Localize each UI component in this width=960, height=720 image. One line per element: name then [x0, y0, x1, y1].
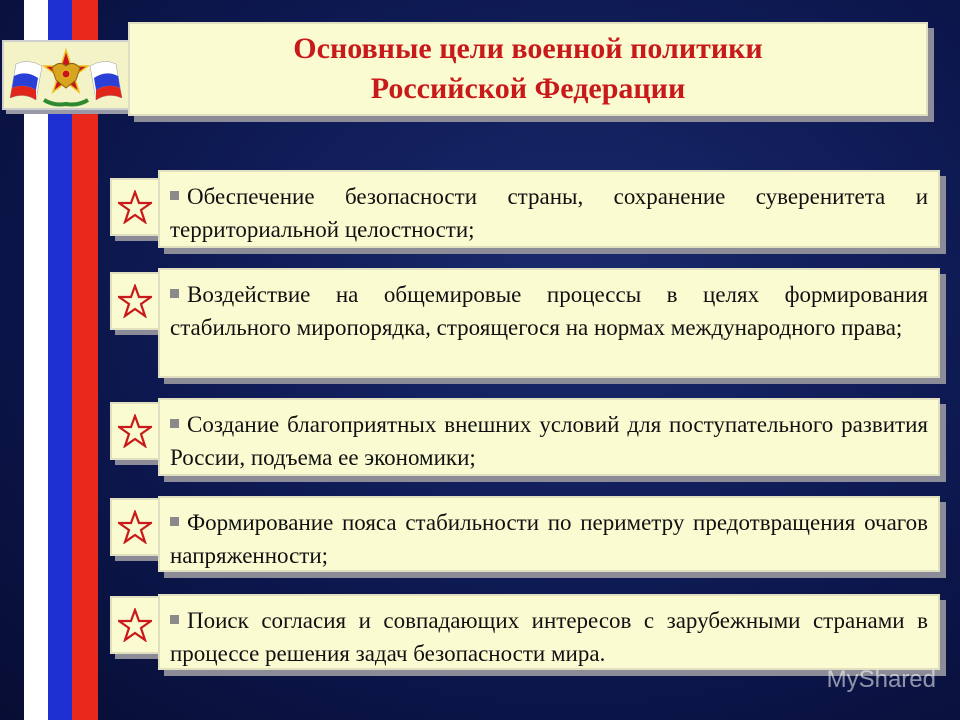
slide-title — [128, 22, 928, 116]
item-text: Воздействие на общемировые процессы в целях формирования стабильного миропорядка, строящегося на нормах международного права; — [170, 282, 928, 340]
list-item — [110, 268, 940, 382]
star-icon — [110, 272, 160, 330]
bullet-icon — [170, 191, 179, 200]
item-text: Формирование пояса стабильности по периметру предотвращения очагов напряженности; — [170, 510, 928, 568]
item-text: Поиск согласия и совпадающих интересов с зарубежными странами в процессе решения задач безопасности мира. — [170, 608, 928, 666]
list-item — [110, 496, 940, 576]
title-line-1: Основные цели военной политики — [293, 32, 763, 65]
item-text-box — [158, 594, 940, 670]
item-text: Создание благоприятных внешних условий для поступательного развития России, подъема ее экономики; — [170, 412, 928, 470]
bullet-icon — [170, 289, 179, 298]
list-item — [110, 594, 940, 674]
bullet-icon — [170, 419, 179, 428]
star-icon — [110, 178, 160, 236]
item-text-box — [158, 398, 940, 476]
military-emblem-icon — [2, 40, 130, 110]
star-icon — [110, 596, 160, 654]
bullet-icon — [170, 517, 179, 526]
star-icon — [110, 402, 160, 460]
watermark: MyShared — [826, 666, 936, 693]
item-text-box — [158, 268, 940, 378]
list-item — [110, 170, 940, 252]
star-icon — [110, 498, 160, 556]
title-line-2: Российской Федерации — [370, 72, 686, 105]
item-text-box — [158, 170, 940, 248]
item-text-box — [158, 496, 940, 572]
bullet-icon — [170, 615, 179, 624]
list-item — [110, 398, 940, 478]
item-text: Обеспечение безопасности страны, сохранение суверенитета и территориальной целостности; — [170, 184, 928, 242]
